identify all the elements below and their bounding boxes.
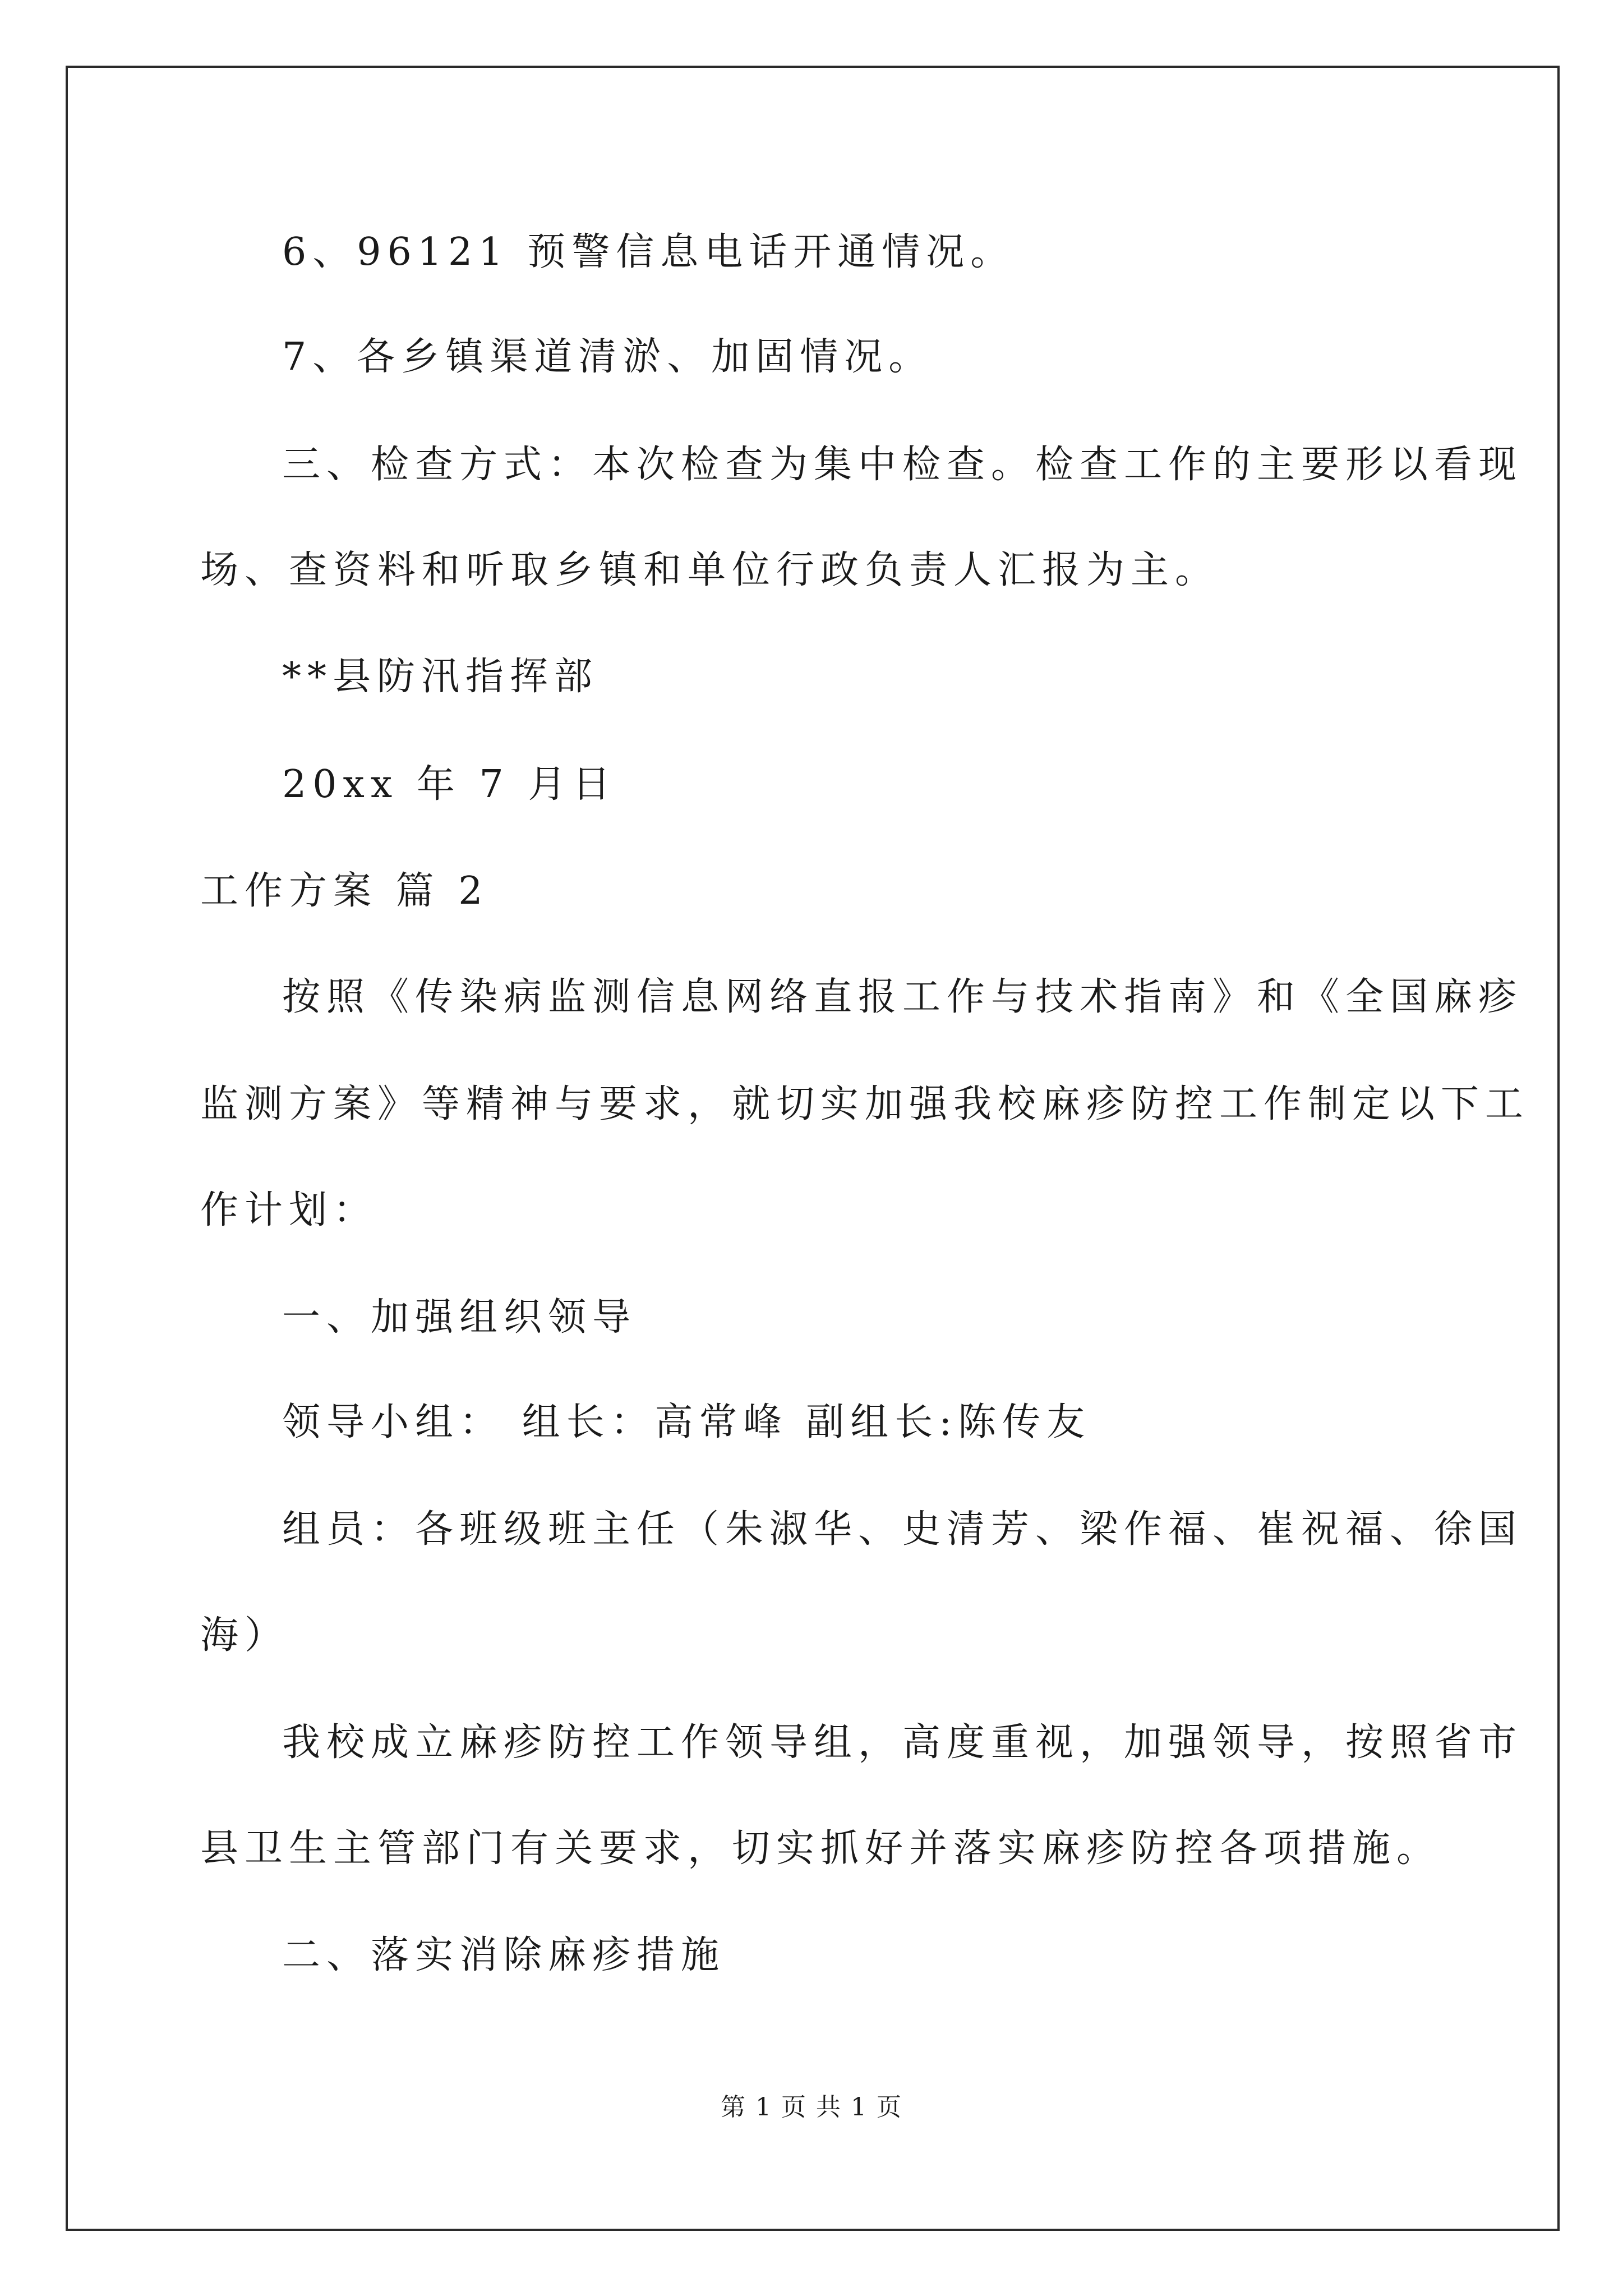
paragraph-establish-line1: 我校成立麻疹防控工作领导组，高度重视，加强领导，按照省市 bbox=[282, 1720, 1523, 1765]
signature-organization: **县防汛指挥部 bbox=[282, 655, 599, 699]
paragraph-item-7: 7、各乡镇渠道清淤、加固情况。 bbox=[282, 335, 933, 379]
signature-date: 20xx 年 7 月日 bbox=[282, 762, 617, 807]
paragraph-members-line2: 海） bbox=[200, 1613, 289, 1658]
paragraph-inspection-method-line2: 场、查资料和听取乡镇和单位行政负责人汇报为主。 bbox=[200, 548, 1220, 592]
section-title: 工作方案 篇 2 bbox=[200, 869, 489, 913]
paragraph-item-6: 6、96121 预警信息电话开通情况。 bbox=[282, 230, 1015, 274]
paragraph-leadership-group: 领导小组： 组长：高常峰 副组长:陈传友 bbox=[282, 1400, 1091, 1444]
paragraph-inspection-method-line1: 三、检查方式：本次检查为集中检查。检查工作的主要形以看现 bbox=[282, 443, 1523, 487]
paragraph-intro-line3: 作计划： bbox=[200, 1188, 378, 1232]
paragraph-members-line1: 组员：各班级班主任（朱淑华、史清芳、梁作福、崔祝福、徐国 bbox=[282, 1507, 1523, 1552]
paragraph-intro-line1: 按照《传染病监测信息网络直报工作与技术指南》和《全国麻疹 bbox=[282, 975, 1523, 1019]
heading-organization: 一、加强组织领导 bbox=[282, 1295, 637, 1340]
paragraph-intro-line2: 监测方案》等精神与要求，就切实加强我校麻疹防控工作制定以下工 bbox=[200, 1082, 1530, 1126]
paragraph-establish-line2: 县卫生主管部门有关要求，切实抓好并落实麻疹防控各项措施。 bbox=[200, 1826, 1441, 1871]
heading-measures: 二、落实消除麻疹措施 bbox=[282, 1933, 726, 1977]
page-border bbox=[66, 66, 1560, 2231]
page-number-footer: 第 1 页 共 1 页 bbox=[721, 2093, 902, 2122]
